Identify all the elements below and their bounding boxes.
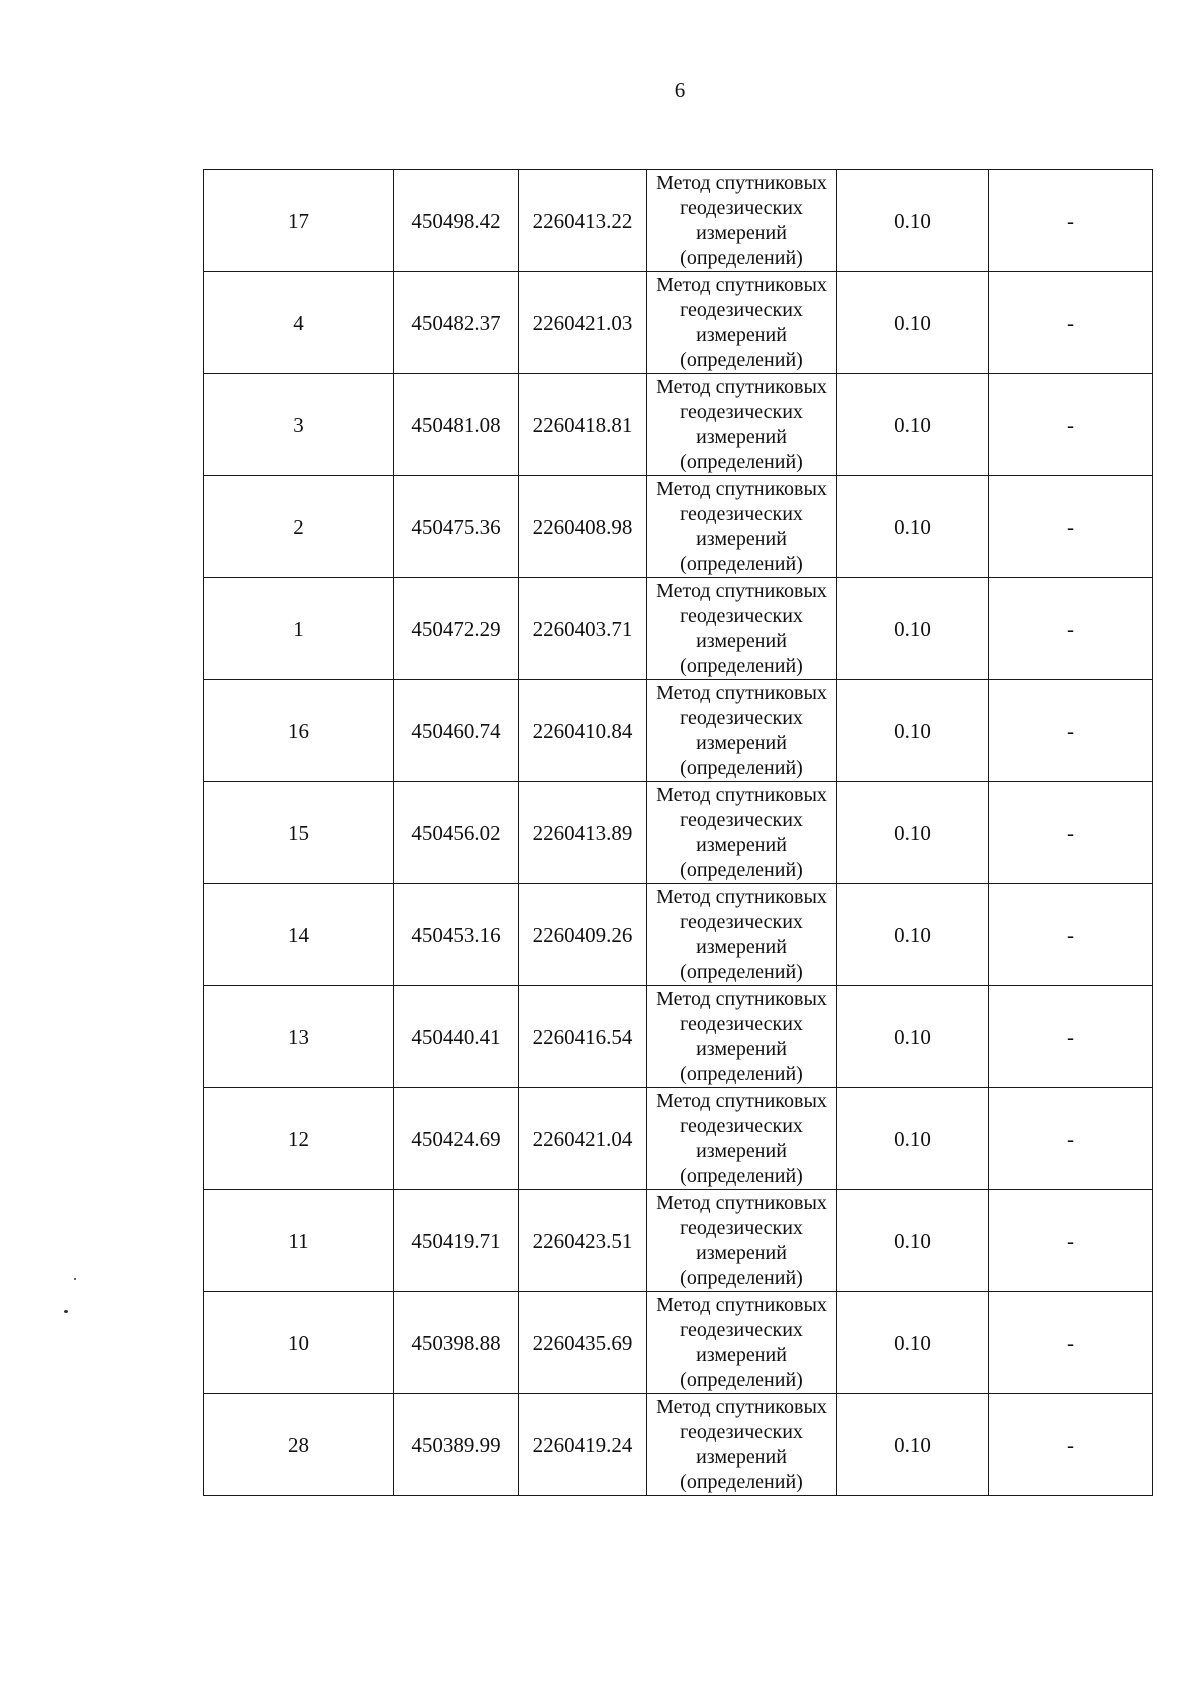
method-cell: Метод спутниковых геодезических измерений (определений) <box>647 986 837 1088</box>
note-cell: - <box>989 680 1153 782</box>
method-cell: Метод спутниковых геодезических измерений (определений) <box>647 884 837 986</box>
x-coordinate-cell: 450475.36 <box>394 476 519 578</box>
accuracy-cell: 0.10 <box>837 272 989 374</box>
point-number-cell: 17 <box>204 170 394 272</box>
note-cell: - <box>989 1088 1153 1190</box>
x-coordinate-cell: 450482.37 <box>394 272 519 374</box>
x-coordinate-cell: 450460.74 <box>394 680 519 782</box>
x-coordinate-cell: 450419.71 <box>394 1190 519 1292</box>
method-cell: Метод спутниковых геодезических измерений (определений) <box>647 680 837 782</box>
note-cell: - <box>989 170 1153 272</box>
accuracy-cell: 0.10 <box>837 578 989 680</box>
point-number-cell: 2 <box>204 476 394 578</box>
table-row <box>204 578 1153 680</box>
method-cell: Метод спутниковых геодезических измерений (определений) <box>647 1088 837 1190</box>
table-row <box>204 986 1153 1088</box>
table-row <box>204 782 1153 884</box>
x-coordinate-cell: 450472.29 <box>394 578 519 680</box>
coordinates-table <box>203 169 1153 1496</box>
table-row <box>204 884 1153 986</box>
accuracy-cell: 0.10 <box>837 986 989 1088</box>
point-number-cell: 14 <box>204 884 394 986</box>
x-coordinate-cell: 450389.99 <box>394 1394 519 1496</box>
table-row <box>204 1292 1153 1394</box>
y-coordinate-cell: 2260435.69 <box>519 1292 647 1394</box>
page-number: 6 <box>674 78 686 102</box>
y-coordinate-cell: 2260408.98 <box>519 476 647 578</box>
accuracy-cell: 0.10 <box>837 1394 989 1496</box>
accuracy-cell: 0.10 <box>837 476 989 578</box>
table-row <box>204 170 1153 272</box>
x-coordinate-cell: 450424.69 <box>394 1088 519 1190</box>
accuracy-cell: 0.10 <box>837 1292 989 1394</box>
method-cell: Метод спутниковых геодезических измерений (определений) <box>647 1292 837 1394</box>
y-coordinate-cell: 2260423.51 <box>519 1190 647 1292</box>
y-coordinate-cell: 2260421.03 <box>519 272 647 374</box>
table-row <box>204 272 1153 374</box>
table-row <box>204 1088 1153 1190</box>
method-cell: Метод спутниковых геодезических измерений (определений) <box>647 476 837 578</box>
note-cell: - <box>989 1394 1153 1496</box>
accuracy-cell: 0.10 <box>837 782 989 884</box>
y-coordinate-cell: 2260403.71 <box>519 578 647 680</box>
point-number-cell: 11 <box>204 1190 394 1292</box>
y-coordinate-cell: 2260410.84 <box>519 680 647 782</box>
note-cell: - <box>989 476 1153 578</box>
accuracy-cell: 0.10 <box>837 170 989 272</box>
point-number-cell: 12 <box>204 1088 394 1190</box>
y-coordinate-cell: 2260416.54 <box>519 986 647 1088</box>
accuracy-cell: 0.10 <box>837 884 989 986</box>
table-row <box>204 374 1153 476</box>
x-coordinate-cell: 450456.02 <box>394 782 519 884</box>
method-cell: Метод спутниковых геодезических измерений (определений) <box>647 782 837 884</box>
table-row <box>204 1190 1153 1292</box>
x-coordinate-cell: 450498.42 <box>394 170 519 272</box>
y-coordinate-cell: 2260409.26 <box>519 884 647 986</box>
x-coordinate-cell: 450481.08 <box>394 374 519 476</box>
note-cell: - <box>989 782 1153 884</box>
y-coordinate-cell: 2260419.24 <box>519 1394 647 1496</box>
accuracy-cell: 0.10 <box>837 1088 989 1190</box>
method-cell: Метод спутниковых геодезических измерений (определений) <box>647 374 837 476</box>
point-number-cell: 28 <box>204 1394 394 1496</box>
note-cell: - <box>989 1190 1153 1292</box>
note-cell: - <box>989 884 1153 986</box>
x-coordinate-cell: 450440.41 <box>394 986 519 1088</box>
method-cell: Метод спутниковых геодезических измерений (определений) <box>647 1190 837 1292</box>
table-row <box>204 680 1153 782</box>
accuracy-cell: 0.10 <box>837 680 989 782</box>
table-body <box>204 170 1153 1496</box>
y-coordinate-cell: 2260413.89 <box>519 782 647 884</box>
x-coordinate-cell: 450453.16 <box>394 884 519 986</box>
method-cell: Метод спутниковых геодезических измерений (определений) <box>647 272 837 374</box>
method-cell: Метод спутниковых геодезических измерений (определений) <box>647 578 837 680</box>
y-coordinate-cell: 2260413.22 <box>519 170 647 272</box>
accuracy-cell: 0.10 <box>837 374 989 476</box>
point-number-cell: 1 <box>204 578 394 680</box>
point-number-cell: 10 <box>204 1292 394 1394</box>
point-number-cell: 16 <box>204 680 394 782</box>
note-cell: - <box>989 986 1153 1088</box>
point-number-cell: 3 <box>204 374 394 476</box>
table-row <box>204 1394 1153 1496</box>
x-coordinate-cell: 450398.88 <box>394 1292 519 1394</box>
scan-speck <box>74 1278 76 1280</box>
note-cell: - <box>989 578 1153 680</box>
accuracy-cell: 0.10 <box>837 1190 989 1292</box>
point-number-cell: 15 <box>204 782 394 884</box>
note-cell: - <box>989 374 1153 476</box>
scan-speck <box>64 1310 68 1313</box>
method-cell: Метод спутниковых геодезических измерений (определений) <box>647 170 837 272</box>
point-number-cell: 13 <box>204 986 394 1088</box>
note-cell: - <box>989 272 1153 374</box>
table-row <box>204 476 1153 578</box>
y-coordinate-cell: 2260421.04 <box>519 1088 647 1190</box>
note-cell: - <box>989 1292 1153 1394</box>
point-number-cell: 4 <box>204 272 394 374</box>
method-cell: Метод спутниковых геодезических измерений (определений) <box>647 1394 837 1496</box>
y-coordinate-cell: 2260418.81 <box>519 374 647 476</box>
